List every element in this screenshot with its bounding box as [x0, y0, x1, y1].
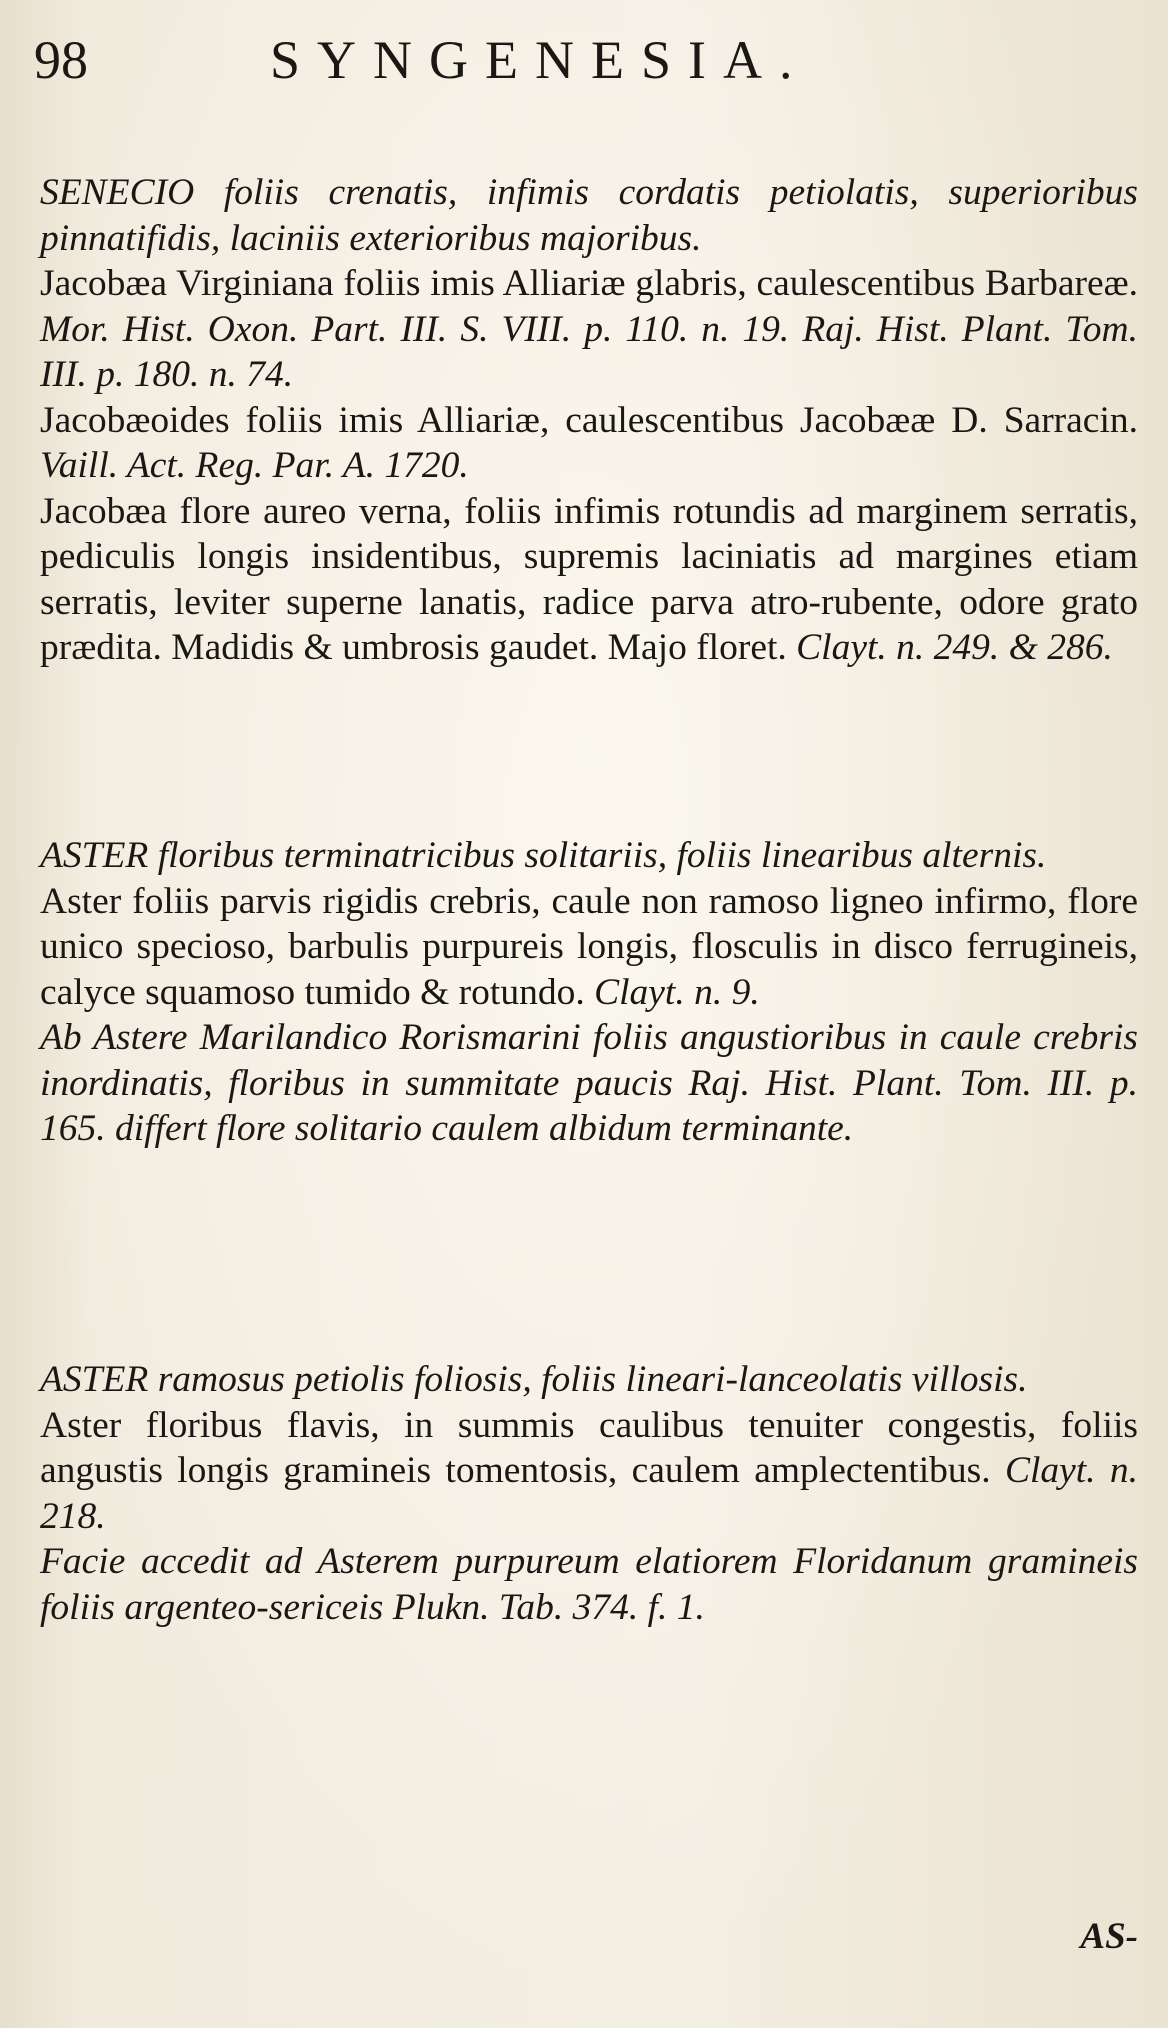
synonym-text: Aster floribus flavis, in summis caulibus tenuiter congestis, foliis angustis longis gramineis tomentosis, caulem amplectentibus. [40, 1404, 1138, 1491]
synonym [40, 261, 1138, 398]
entry-aster-solitary [40, 833, 1138, 1152]
synonym-text: Jacobæa flore aureo verna, foliis infimis rotundis ad marginem serratis, pediculis longis insidentibus, supremis laciniatis ad margines etiam serratis, leviter superne lanatis, radice parva atro-rubente, odore grato prædita. Madidis & umbrosis gaudet. Majo floret. [40, 490, 1138, 668]
page-number: 98 [34, 30, 88, 90]
synonym-text: Jacobæoides foliis imis Alliariæ, caulescentibus Jacobææ D. Sarracin. [40, 399, 1138, 441]
synonym-text: Aster foliis parvis rigidis crebris, caule non ramoso ligneo infirmo, flore unico specioso, barbulis purpureis longis, flosculis in disco ferrugineis, calyce squamoso tumido & rotundo. [40, 880, 1138, 1013]
synonym [40, 489, 1138, 671]
entry-heading: SENECIO foliis crenatis, infimis cordatis petiolatis, superioribus pinnatifidis, laciniis exterioribus majoribus. [40, 172, 1138, 259]
synonym [40, 1403, 1138, 1540]
synonym-citation: Clayt. n. 218. [40, 1450, 1138, 1537]
entry-heading: ASTER floribus terminatricibus solitariis, foliis linearibus alternis. [40, 835, 1047, 876]
entry-note: Facie accedit ad Asterem purpureum elatiorem Floridanum gramineis foliis argenteo-sericeis Plukn. Tab. 374. f. 1. [40, 1541, 1138, 1628]
synonym-citation: Vaill. Act. Reg. Par. A. 1720. [40, 445, 469, 486]
catchword: AS- [1080, 1916, 1138, 1957]
synonym [40, 879, 1138, 1016]
entry-heading: ASTER ramosus petiolis foliosis, foliis lineari-lanceolatis villosis. [40, 1359, 1028, 1400]
synonym-citation: Mor. Hist. Oxon. Part. III. S. VIII. p. 110. n. 19. Raj. Hist. Plant. Tom. III. p. 180. n. 74. [40, 308, 1138, 395]
page-header [34, 28, 1124, 98]
entry-aster-ramosus [40, 1357, 1138, 1630]
synonym-citation: Clayt. n. 249. & 286. [796, 627, 1113, 668]
synonym-citation: Clayt. n. 9. [594, 971, 760, 1013]
entry-note: Ab Astere Marilandico Rorismarini foliis angustioribus in caule crebris inordinatis, floribus in summitate paucis Raj. Hist. Plant. Tom. III. p. 165. differt flore solitario caulem albidum terminante. [40, 1017, 1138, 1149]
entry-senecio [40, 170, 1138, 671]
synonym [40, 398, 1138, 489]
synonym-text: Jacobæa Virginiana foliis imis Alliariæ glabris, caulescentibus Barbareæ. [40, 263, 1138, 304]
running-head: SYNGENESIA. [270, 30, 810, 90]
